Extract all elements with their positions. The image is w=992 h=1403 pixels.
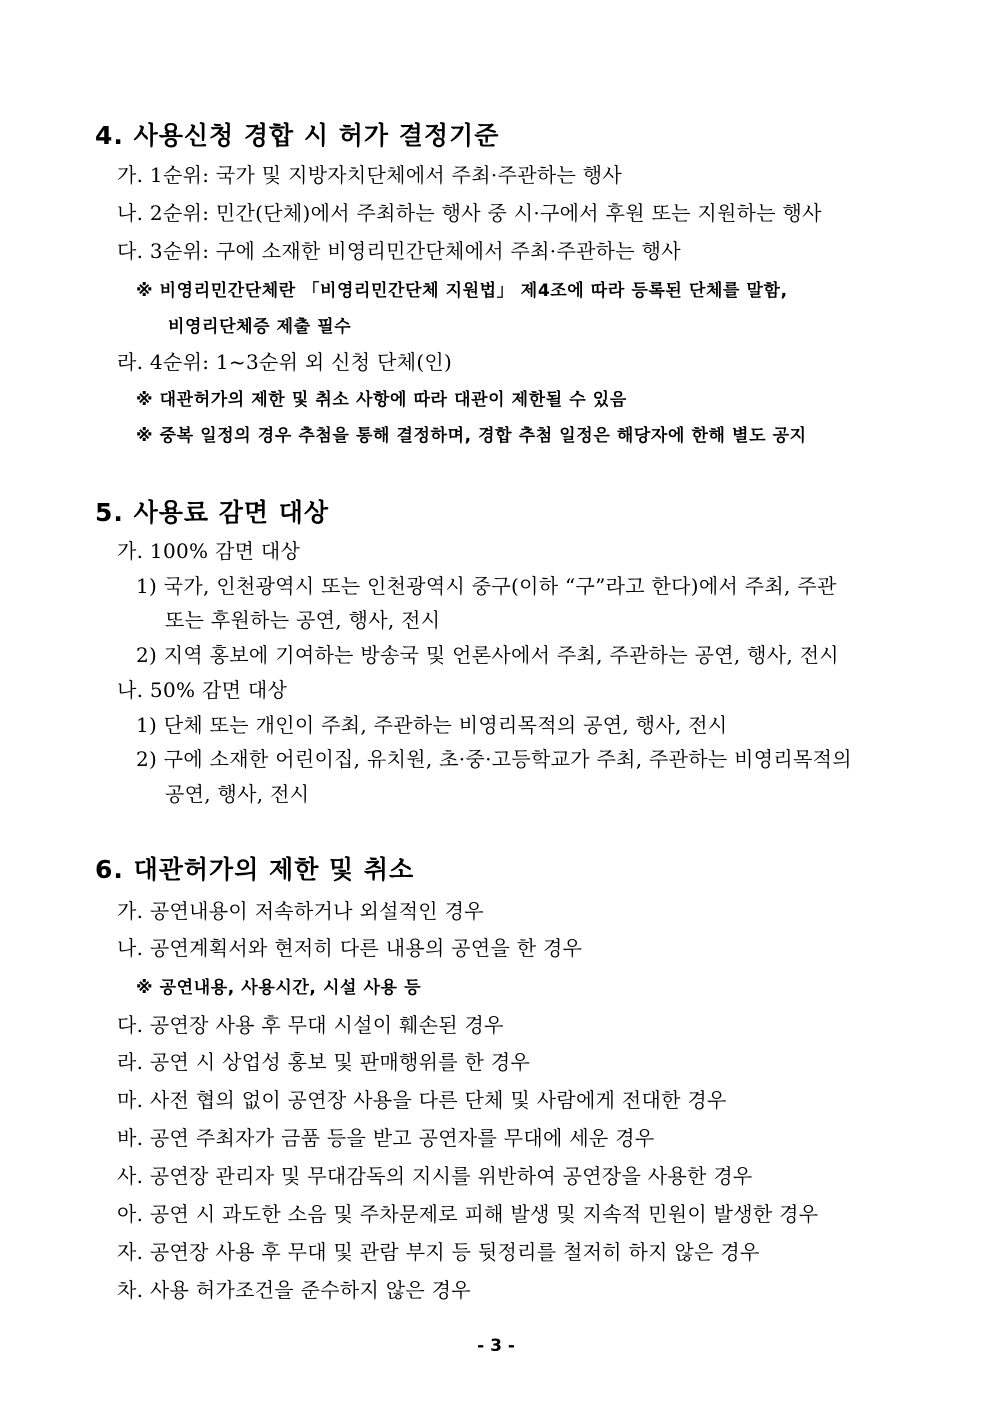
section-6-item-na: 나. 공연계획서와 현저히 다른 내용의 공연을 한 경우 bbox=[117, 936, 583, 960]
section-4-item-1: 가. 1순위: 국가 및 지방자치단체에서 주최·주관하는 행사 bbox=[117, 163, 622, 187]
section-5-a2: 2) 지역 홍보에 기여하는 방송국 및 언론사에서 주최, 주관하는 공연, 행사, 전시 bbox=[136, 643, 839, 667]
section-4-item-2: 나. 2순위: 민간(단체)에서 주최하는 행사 중 시·구에서 후원 또는 지원하는 행사 bbox=[117, 201, 822, 225]
section-4-heading: 4. 사용신청 경합 시 허가 결정기준 bbox=[95, 121, 500, 150]
section-5-b-title: 나. 50% 감면 대상 bbox=[117, 678, 288, 702]
section-6-note: ※ 공연내용, 사용시간, 시설 사용 등 bbox=[136, 978, 422, 998]
section-6-item-a: 아. 공연 시 과도한 소음 및 주차문제로 피해 발생 및 지속적 민원이 발생한 경우 bbox=[117, 1202, 819, 1226]
section-4-note-1-line-1: ※ 비영리민간단체란 「비영리민간단체 지원법」 제4조에 따라 등록된 단체를 말함, bbox=[136, 281, 788, 301]
section-5-a-title: 가. 100% 감면 대상 bbox=[117, 539, 301, 563]
section-4-item-3: 다. 3순위: 구에 소재한 비영리민간단체에서 주최·주관하는 행사 bbox=[117, 239, 681, 263]
section-6-item-da: 다. 공연장 사용 후 무대 시설이 훼손된 경우 bbox=[117, 1013, 504, 1037]
section-5-a1-line-1: 1) 국가, 인천광역시 또는 인천광역시 중구(이하 “구”라고 한다)에서 주최, 주관 bbox=[136, 574, 837, 598]
section-4-note-3: ※ 중복 일정의 경우 추첨을 통해 결정하며, 경합 추첨 일정은 해당자에 한해 별도 공지 bbox=[136, 426, 807, 446]
section-6-item-sa: 사. 공연장 관리자 및 무대감독의 지시를 위반하여 공연장을 사용한 경우 bbox=[117, 1164, 753, 1188]
section-5-b2-line-2: 공연, 행사, 전시 bbox=[165, 782, 310, 806]
section-6-item-ra: 라. 공연 시 상업성 홍보 및 판매행위를 한 경우 bbox=[117, 1050, 531, 1074]
page-number: - 3 - bbox=[477, 1336, 515, 1356]
section-5-b1: 1) 단체 또는 개인이 주최, 주관하는 비영리목적의 공연, 행사, 전시 bbox=[136, 713, 728, 737]
section-6-item-ga: 가. 공연내용이 저속하거나 외설적인 경우 bbox=[117, 899, 484, 923]
section-6-item-ma: 마. 사전 협의 없이 공연장 사용을 다른 단체 및 사람에게 전대한 경우 bbox=[117, 1088, 727, 1112]
section-6-item-ba: 바. 공연 주최자가 금품 등을 받고 공연자를 무대에 세운 경우 bbox=[117, 1126, 655, 1150]
section-5-b2-line-1: 2) 구에 소재한 어린이집, 유치원, 초·중·고등학교가 주최, 주관하는 비영리목적의 bbox=[136, 747, 852, 771]
section-6-item-cha: 차. 사용 허가조건을 준수하지 않은 경우 bbox=[117, 1278, 471, 1302]
section-4-item-4: 라. 4순위: 1~3순위 외 신청 단체(인) bbox=[117, 350, 453, 374]
section-4-note-2: ※ 대관허가의 제한 및 취소 사항에 따라 대관이 제한될 수 있음 bbox=[136, 390, 627, 410]
section-5-a1-line-2: 또는 후원하는 공연, 행사, 전시 bbox=[165, 608, 441, 632]
section-4-note-1-line-2: 비영리단체증 제출 필수 bbox=[168, 317, 352, 337]
section-5-heading: 5. 사용료 감면 대상 bbox=[95, 498, 330, 527]
section-6-item-ja: 자. 공연장 사용 후 무대 및 관람 부지 등 뒷정리를 철저히 하지 않은 경우 bbox=[117, 1240, 760, 1264]
section-6-heading: 6. 대관허가의 제한 및 취소 bbox=[95, 855, 415, 884]
